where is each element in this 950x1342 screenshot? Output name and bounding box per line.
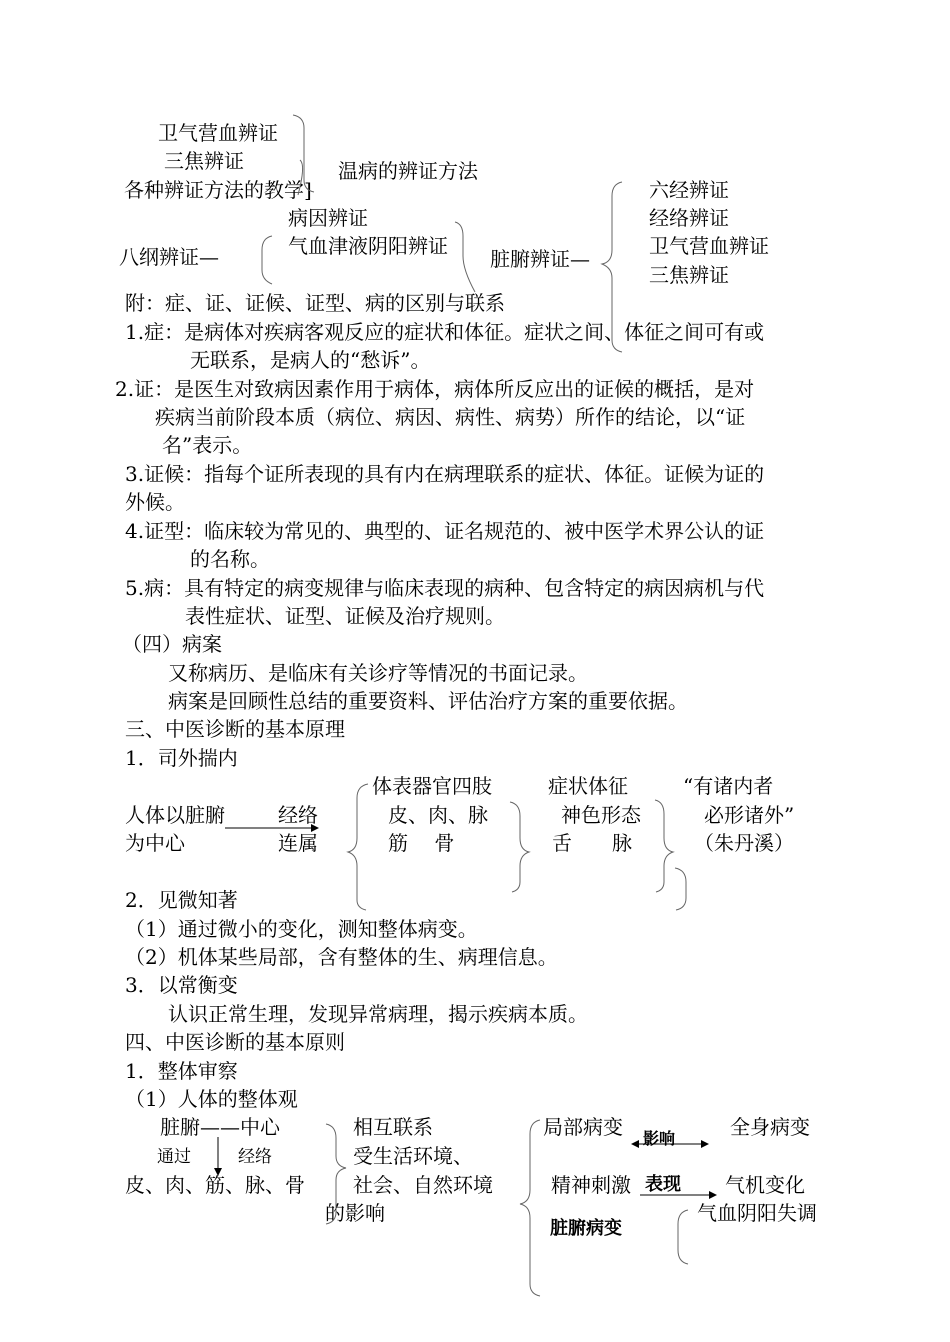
text-weiqi-yingxue-2: 卫气营血辨证 [649,234,769,258]
diagram-text: 相互联系 [353,1115,433,1139]
section-title: 三、中医诊断的基本原理 [125,717,345,741]
appendix-line: 2.证：是医生对致病因素作用于病体，病体所反应出的证候的概括，是对 [115,377,755,401]
body-line: （1）通过微小的变化，测知整体病变。 [125,917,478,941]
diagram-text: 气血阴阳失调 [697,1201,817,1225]
diagram-text: 社会、自然环境 [353,1173,493,1197]
appendix-line: 疾病当前阶段本质（病位、病因、病性、病势）所作的结论，以“证 [155,405,746,429]
diagram-text: 为中心 [125,831,185,855]
diagram-label: 影响 [643,1129,676,1148]
diagram-text: 全身病变 [730,1115,810,1139]
diagram-text: 体表器官四肢 [372,774,492,798]
appendix-title: 附：症、证、证候、证型、病的区别与联系 [125,291,505,315]
diagram-text: 筋 骨 [388,831,455,855]
diagram-text: （朱丹溪） [694,831,794,855]
diagram-text: 皮、肉、脉 [388,803,488,827]
diagram-text: 皮、肉、筋、脉、骨 [125,1173,305,1197]
subsection-title: 1．整体审察 [125,1059,238,1083]
appendix-line: 无联系，是病人的“愁诉”。 [190,348,431,372]
text-bagang: 八纲辨证— [119,245,219,269]
appendix-line: 的名称。 [190,547,270,571]
diagram-label: 脏腑病变 [550,1218,622,1239]
appendix-line: 3.证候：指每个证所表现的具有内在病理联系的症状、体征。证候为证的 [125,462,765,486]
text-qixue: 气血津液阴阳辨证 [288,234,448,258]
text-jiaoxue: 各种辨证方法的教学] [124,178,312,202]
diagram-text: 局部病变 [543,1115,623,1139]
diagram-text: 受生活环境、 [353,1144,473,1168]
diagram-text: 经络 [238,1147,272,1167]
subsection-title: （1）人体的整体观 [125,1087,298,1111]
diagram-text: 神色形态 [561,803,641,827]
body-line: （2）机体某些局部，含有整体的生、病理信息。 [125,945,558,969]
appendix-line: 4.证型：临床较为常见的、典型的、证名规范的、被中医学术界公认的证 [125,519,765,543]
diagram-text: 气机变化 [725,1173,805,1197]
case-line: 病案是回顾性总结的重要资料、评估治疗方案的重要依据。 [168,689,688,713]
diagram-text: 经络 [278,803,318,827]
diagram-text: 必形诸外” [704,803,795,827]
diagram-text: 症状体征 [548,774,628,798]
appendix-line: 5.病：具有特定的病变规律与临床表现的病种、包含特定的病因病机与代 [125,576,765,600]
text-sanjiao-2: 三焦辨证 [649,263,729,287]
section-title: 四、中医诊断的基本原则 [125,1030,345,1054]
case-title: （四）病案 [122,632,222,656]
body-line: 认识正常生理，发现异常病理，揭示疾病本质。 [168,1002,588,1026]
diagram-text: 舌 脉 [552,831,632,855]
text-liujing: 六经辨证 [649,178,729,202]
text-bingyin: 病因辨证 [288,206,368,230]
subsection-title: 2．见微知著 [125,888,238,912]
diagram-text: 精神刺激 [551,1173,631,1197]
diagram-label: 表现 [645,1174,681,1195]
diagram-text: 的影响 [325,1201,385,1225]
text-jingluo: 经络辨证 [649,206,729,230]
case-line: 又称病历、是临床有关诊疗等情况的书面记录。 [168,661,588,685]
appendix-line: 表性症状、证型、证候及治疗规则。 [185,604,505,628]
text-wenbing-method: 温病的辨证方法 [338,159,478,183]
diagram-text: 人体以脏腑 [125,803,225,827]
appendix-line: 外候。 [125,490,185,514]
text-sanjiao: 三焦辨证 [164,149,244,173]
text-weiqi-yingxue: 卫气营血辨证 [158,121,278,145]
text-zangfu: 脏腑辨证— [490,247,590,271]
appendix-line: 1.症：是病体对疾病客观反应的症状和体征。症状之间、体征之间可有或 [125,320,765,344]
appendix-line: 名”表示。 [162,433,253,457]
subsection-title: 3．以常衡变 [125,973,238,997]
subsection-title: 1．司外揣内 [125,746,238,770]
diagram-text: 通过 [157,1147,191,1167]
diagram-text: 连属 [278,831,318,855]
diagram-text: “有诸内者 [683,774,774,798]
diagram-text: 脏腑——中心 [160,1115,280,1139]
